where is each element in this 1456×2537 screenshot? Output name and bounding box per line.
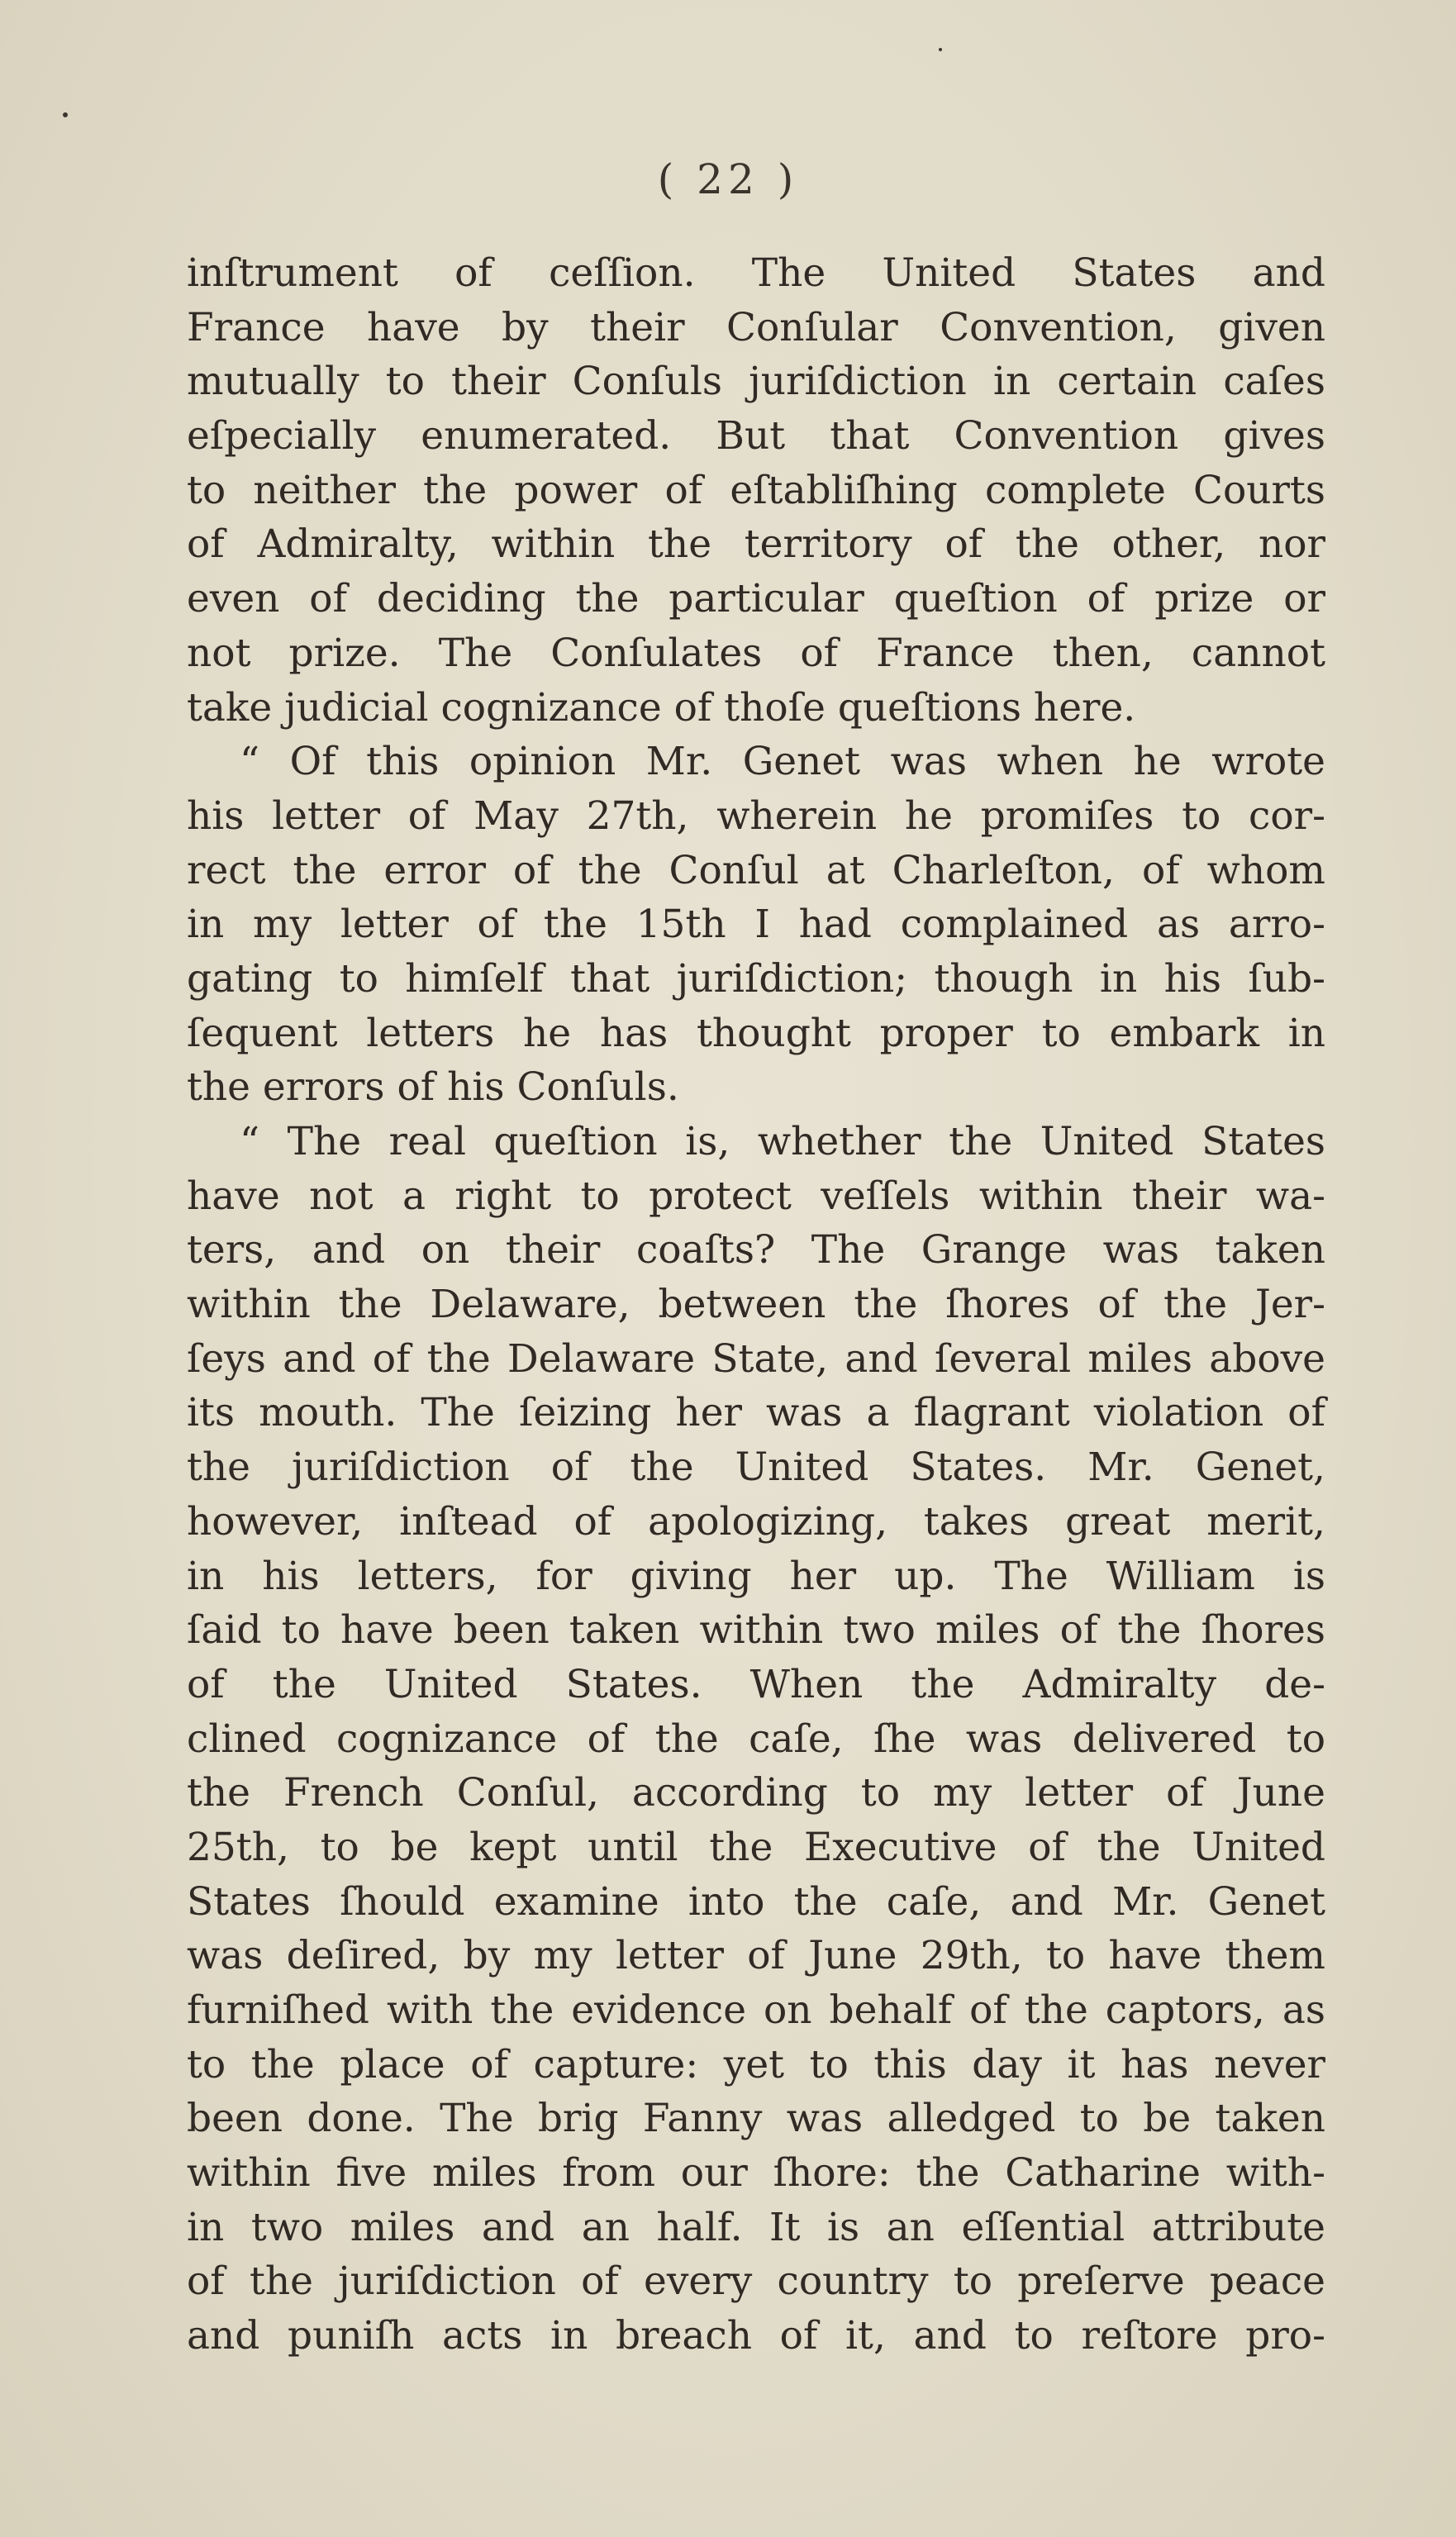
text-line: ſeys and of the Delaware State, and ſeveral miles above <box>187 1335 1325 1382</box>
text-line: in two miles and an half. It is an eſſential attribute <box>187 2204 1325 2250</box>
page-number: ( 22 ) <box>657 155 799 203</box>
text-line: mutually to their Conſuls juriſdiction in certain caſes <box>187 359 1325 405</box>
text-line: 25th, to be kept until the Executive of the United <box>187 1824 1325 1870</box>
ink-speck <box>63 112 68 117</box>
text-line: of the juriſdiction of every country to preſerve peace <box>187 2259 1325 2305</box>
text-line: “ The real queſtion is, whether the United States <box>240 1119 1325 1164</box>
text-line: take judicial cognizance of thoſe queſtions here. <box>187 684 1136 731</box>
text-line: States ſhould examine into the caſe, and Mr. Genet <box>187 1878 1325 1925</box>
text-line: even of deciding the particular queſtion of prize or <box>187 576 1325 622</box>
text-line: been done. The brig Fanny was alledged to be taken <box>187 2096 1325 2142</box>
text-line: to neither the power of eſtabliſhing complete Courts <box>187 467 1325 513</box>
text-line: its mouth. The ſeizing her was a flagrant violation of <box>187 1390 1325 1436</box>
text-line: in his letters, for giving her up. The William is <box>187 1553 1325 1599</box>
text-line: not prize. The Conſulates of France then, cannot <box>187 630 1325 676</box>
text-line: of Admiralty, within the territory of the other, nor <box>187 521 1325 568</box>
text-line: the juriſdiction of the United States. Mr. Genet, <box>187 1445 1325 1491</box>
text-line: clined cognizance of the caſe, ſhe was delivered to <box>187 1716 1325 1762</box>
text-line: his letter of May 27th, wherein he promiſes to cor- <box>187 793 1325 839</box>
text-line: and puniſh acts in breach of it, and to reſtore pro- <box>187 2313 1325 2359</box>
text-line: within five miles from our ſhore: the Catharine with- <box>187 2150 1325 2197</box>
ink-speck <box>939 48 942 51</box>
text-line: in my letter of the 15th I had complained as arro- <box>187 902 1325 948</box>
text-line: however, inſtead of apologizing, takes great merit, <box>187 1498 1325 1545</box>
text-line: was deſired, by my letter of June 29th, to have them <box>187 1933 1325 1979</box>
text-line: of the United States. When the Admiralty de- <box>187 1661 1325 1707</box>
text-line: France have by their Conſular Convention, given <box>187 304 1325 350</box>
text-line: “ Of this opinion Mr. Genet was when he wrote <box>240 739 1325 785</box>
body-text <box>187 246 1325 2363</box>
text-line: gating to himſelf that juriſdiction; though in his ſub- <box>187 955 1325 1002</box>
text-line: the French Conſul, according to my letter of June <box>187 1770 1325 1816</box>
text-line: inſtrument of ceſſion. The United States and <box>187 250 1325 296</box>
text-line: ſequent letters he has thought proper to embark in <box>187 1010 1325 1056</box>
text-line: eſpecially enumerated. But that Convention gives <box>187 413 1325 459</box>
text-line: within the Delaware, between the ſhores of the Jer- <box>187 1282 1325 1328</box>
text-line: rect the error of the Conſul at Charleſton, of whom <box>187 847 1325 893</box>
text-line: the errors of his Conſuls. <box>187 1064 679 1111</box>
text-line: furniſhed with the evidence on behalf of the captors, as <box>187 1987 1325 2033</box>
text-line: have not a right to protect veſſels within their wa- <box>187 1173 1325 1219</box>
text-line: ters, and on their coaſts? The Grange was taken <box>187 1227 1325 1273</box>
text-line: ſaid to have been taken within two miles of the ſhores <box>187 1607 1325 1654</box>
text-line: to the place of capture: yet to this day it has never <box>187 2041 1325 2087</box>
